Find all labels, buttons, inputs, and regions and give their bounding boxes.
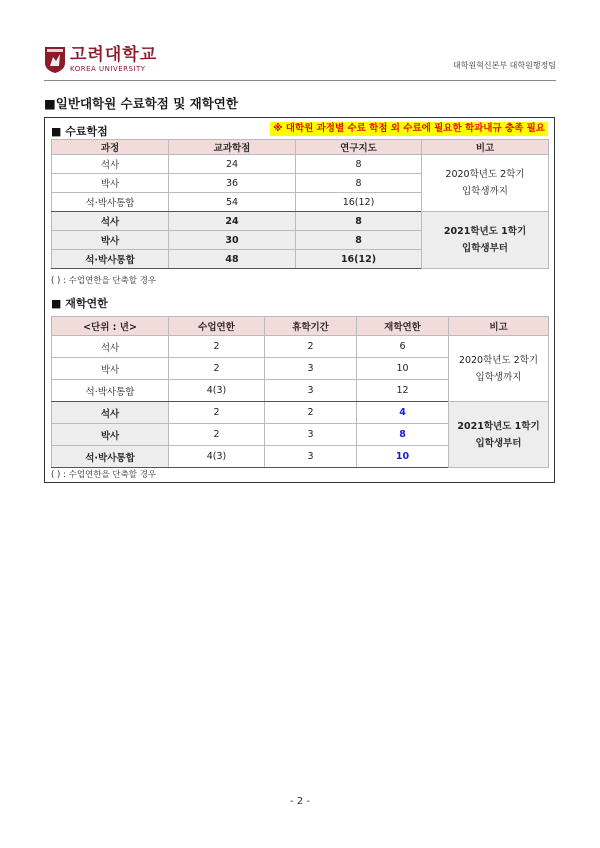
logo-korean-text: 고려대학교: [70, 45, 158, 65]
table-cell: 4(3): [169, 380, 265, 402]
table-cell: 10: [357, 446, 449, 468]
note-cell: [422, 155, 549, 212]
table-cell: 16(12): [296, 250, 422, 269]
note-line: 입학생까지: [475, 371, 522, 383]
credits-table: [51, 139, 549, 269]
note-cell: [449, 336, 549, 402]
table-cell: 석사: [52, 336, 169, 358]
note-cell: [422, 212, 549, 269]
table-header-row: [52, 140, 549, 155]
table-cell: 석·박사통합: [52, 380, 169, 402]
table-cell: 2: [265, 402, 357, 424]
note-line: 입학생부터: [475, 437, 522, 449]
logo-english-text: KOREA UNIVERSITY: [70, 65, 146, 73]
table-cell: 48: [169, 250, 296, 269]
credits-footnote: ( ) : 수업연한을 단축할 경우: [51, 276, 157, 286]
years-table: [51, 316, 549, 468]
header-cell: 과정: [52, 140, 169, 155]
table-cell: 24: [169, 212, 296, 231]
table-cell: 석사: [52, 155, 169, 174]
table-cell: 석사: [52, 212, 169, 231]
header-cell: <단위 : 년>: [52, 317, 169, 336]
page-number: - 2 -: [290, 796, 310, 807]
table-cell: 4(3): [169, 446, 265, 468]
table-cell: 4: [357, 402, 449, 424]
table-cell: 8: [296, 212, 422, 231]
table-cell: 30: [169, 231, 296, 250]
years-footnote: ( ) : 수업연한을 단축할 경우: [51, 470, 157, 480]
table-cell: 2: [169, 336, 265, 358]
department-name: 대학원혁신본부 대학원행정팀: [452, 61, 556, 70]
content-frame: [44, 117, 555, 483]
note-line: 입학생까지: [462, 186, 508, 197]
note-line: 2021학년도 1학기: [443, 226, 527, 237]
credits-title: ■ 수료학점: [51, 125, 108, 138]
university-seal-icon: [44, 46, 66, 74]
note-line: 2020학년도 2학기: [445, 169, 525, 180]
table-cell: 8: [296, 231, 422, 250]
table-cell: 12: [357, 380, 449, 402]
table-cell: 박사: [52, 231, 169, 250]
table-cell: 8: [296, 155, 422, 174]
table-cell: 2: [169, 424, 265, 446]
table-cell: 8: [296, 174, 422, 193]
table-cell: 6: [357, 336, 449, 358]
header-cell: 수업연한: [169, 317, 265, 336]
table-header-row: [52, 317, 549, 336]
table-cell: 2: [169, 402, 265, 424]
credits-notice: ※ 대학원 과정별 수료 학점 외 수료에 필요한 학과내규 충족 필요: [270, 122, 548, 136]
table-cell: 24: [169, 155, 296, 174]
table-cell: 3: [265, 424, 357, 446]
table-row: [52, 336, 549, 358]
table-cell: 석사: [52, 402, 169, 424]
note-line: 2021학년도 1학기: [457, 420, 540, 432]
table-cell: 박사: [52, 358, 169, 380]
table-cell: 10: [357, 358, 449, 380]
table-cell: 석·박사통합: [52, 446, 169, 468]
table-row: [52, 402, 549, 424]
table-cell: 54: [169, 193, 296, 212]
table-cell: 3: [265, 358, 357, 380]
header-cell: 비고: [422, 140, 549, 155]
table-cell: 2: [169, 358, 265, 380]
table-row: [52, 155, 549, 174]
table-cell: 박사: [52, 174, 169, 193]
table-cell: 36: [169, 174, 296, 193]
table-cell: 석·박사통합: [52, 250, 169, 269]
table-cell: 3: [265, 380, 357, 402]
table-cell: 8: [357, 424, 449, 446]
university-logo: [44, 46, 157, 74]
section-title: ■일반대학원 수료학점 및 재학연한: [44, 96, 238, 111]
table-cell: 16(12): [296, 193, 422, 212]
header-cell: 교과학점: [169, 140, 296, 155]
note-line: 입학생부터: [462, 243, 508, 254]
header-cell: 재학연한: [357, 317, 449, 336]
table-row: [52, 212, 549, 231]
header-cell: 비고: [449, 317, 549, 336]
header-divider: [44, 80, 556, 81]
page-header: [44, 46, 556, 80]
header-cell: 연구지도: [296, 140, 422, 155]
note-cell: [449, 402, 549, 468]
header-cell: 휴학기간: [265, 317, 357, 336]
table-cell: 2: [265, 336, 357, 358]
note-line: 2020학년도 2학기: [458, 354, 539, 366]
table-cell: 박사: [52, 424, 169, 446]
table-cell: 석·박사통합: [52, 193, 169, 212]
years-title: ■ 재학연한: [51, 297, 108, 310]
table-cell: 3: [265, 446, 357, 468]
